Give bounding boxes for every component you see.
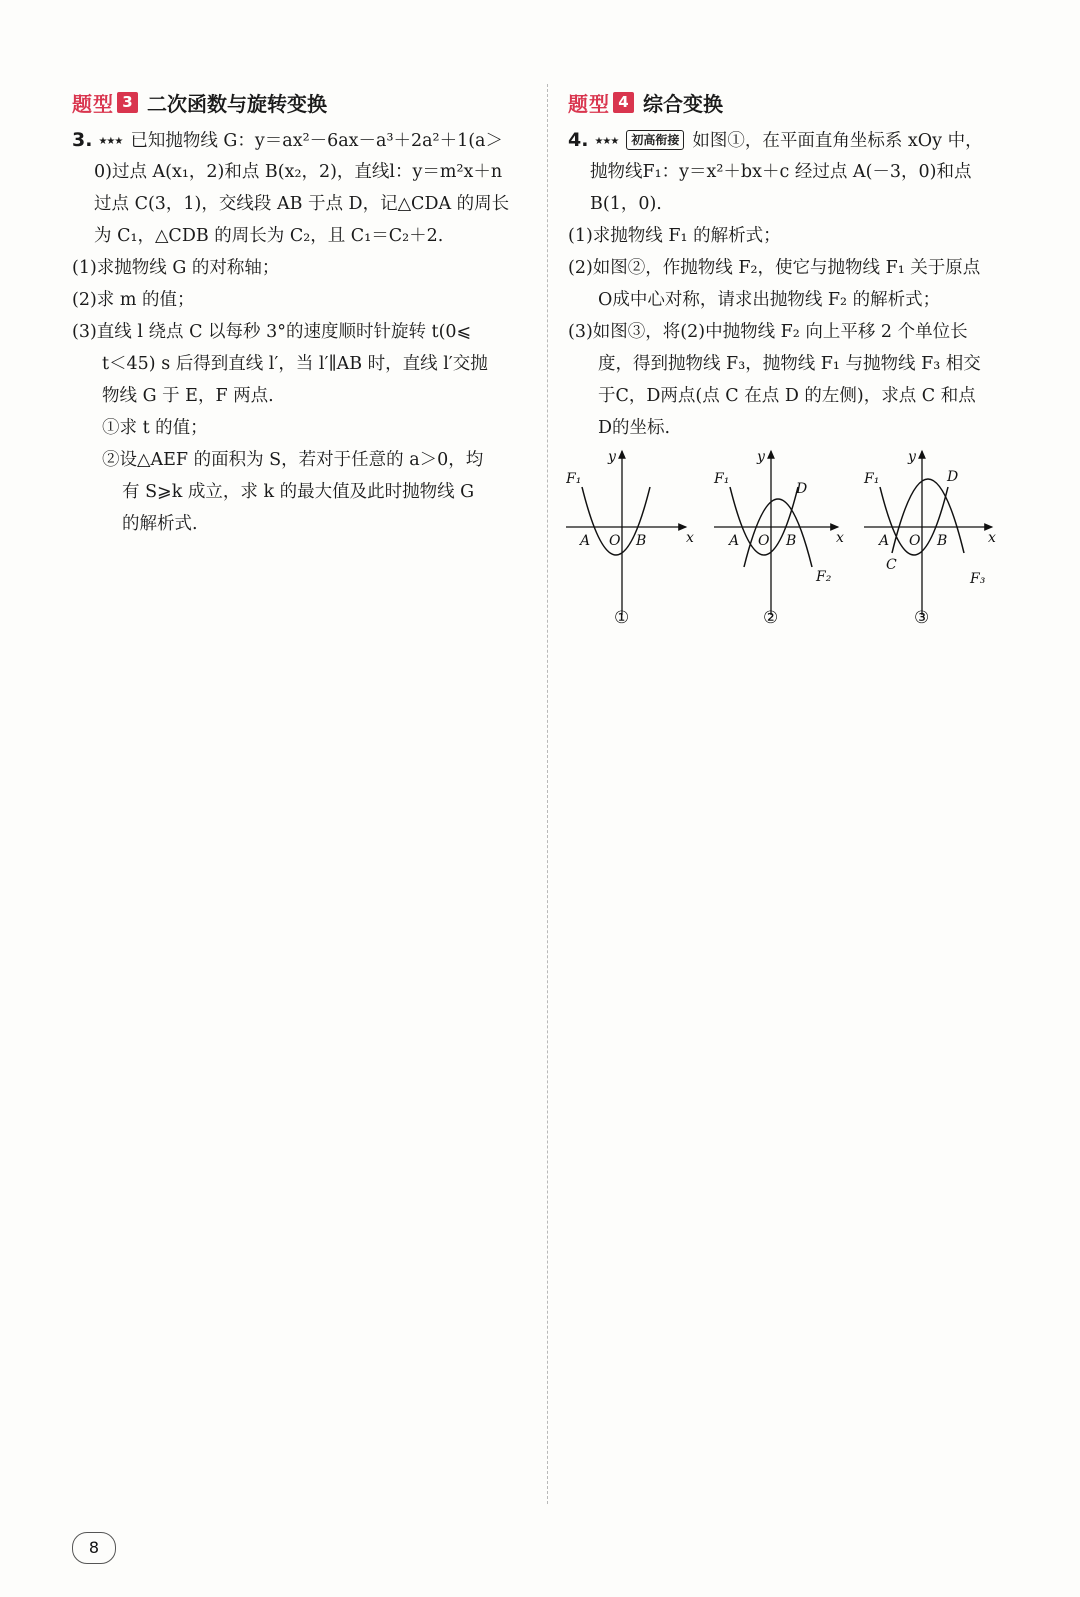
problem-text-line: 度，得到抛物线 F₃，抛物线 F₁ 与抛物线 F₃ 相交 (598, 354, 981, 374)
problem-text-line: 有 S⩾k 成立，求 k 的最大值及此时抛物线 G (122, 482, 475, 502)
origin-label: O (909, 533, 921, 549)
sub-question-3: (3)直线 l 绕点 C 以每秒 3°的速度顺时针旋转 t(0⩽ (72, 322, 472, 342)
left-column (72, 84, 530, 540)
sub-question-3: (3)如图③，将(2)中抛物线 F₂ 向上平移 2 个单位长 (568, 322, 968, 342)
curve-f2-label: F₂ (816, 569, 832, 585)
figure-2 (713, 449, 844, 628)
section-label: 题型 (568, 91, 610, 116)
column-divider (547, 84, 548, 1504)
point-d-label: D (947, 469, 959, 485)
parabola-f3 (892, 479, 964, 553)
right-column (568, 84, 1016, 444)
problem-text-line: D的坐标. (598, 418, 671, 438)
problem-text-line: 抛物线F₁：y＝x²＋bx＋c 经过点 A(－3，0)和点 (590, 162, 972, 182)
section-number-badge: 3 (117, 92, 138, 113)
problem-text-line: 已知抛物线 G：y＝ax²－6ax－a³＋2a²＋1(a＞ (130, 131, 503, 151)
sub-question-3-part-1: ①求 t 的值； (102, 418, 208, 438)
point-b-label: B (636, 533, 647, 549)
difficulty-stars: ★★★ (98, 136, 123, 147)
problem-text-line: 物线 G 于 E，F 两点. (102, 386, 274, 406)
point-a-label: A (879, 533, 890, 549)
curve-f1-label: F₁ (566, 471, 582, 487)
problem-text-line: 为 C₁，△CDB 的周长为 C₂，且 C₁＝C₂＋2. (94, 226, 444, 246)
section-title: 综合变换 (643, 91, 723, 116)
curve-f3-label: F₃ (970, 571, 986, 587)
problem-text-line: 于C，D两点(点 C 在点 D 的左侧)，求点 C 和点 (598, 386, 976, 406)
problem-text-line: 如图①，在平面直角坐标系 xOy 中， (692, 131, 983, 151)
sub-question-2: (2)求 m 的值； (72, 290, 195, 310)
figure-3 (863, 449, 996, 628)
problem-text-line: 的解析式. (122, 514, 198, 534)
parabola-f2 (744, 499, 812, 567)
section-header (72, 84, 530, 120)
topic-tag: 初高衔接 (626, 130, 684, 150)
problem-text-line: t＜45) s 后得到直线 l′，当 l′∥AB 时，直线 l′交抛 (102, 354, 488, 374)
figure-caption: ③ (914, 608, 930, 628)
curve-f1-label: F₁ (864, 471, 880, 487)
figure-caption: ① (614, 608, 630, 628)
sub-question-1: (1)求抛物线 G 的对称轴； (72, 258, 280, 278)
figure-caption: ② (763, 608, 779, 628)
problem-4 (568, 124, 1016, 444)
point-a-label: A (729, 533, 740, 549)
problem-3 (72, 124, 530, 540)
y-axis-label: y (757, 449, 765, 465)
x-axis-label: x (686, 530, 694, 546)
origin-label: O (758, 533, 770, 549)
section-title: 二次函数与旋转变换 (147, 91, 327, 116)
problem-text-line: O成中心对称，请求出抛物线 F₂ 的解析式； (598, 290, 941, 310)
problem-number: 3. (72, 129, 93, 151)
point-c-label: C (886, 557, 897, 573)
section-label: 题型 (72, 91, 114, 116)
problem-number: 4. (568, 129, 589, 151)
origin-label: O (609, 533, 621, 549)
point-b-label: B (786, 533, 797, 549)
section-header (568, 84, 1016, 120)
page-number: 8 (72, 1532, 116, 1564)
sub-question-3-part-2: ②设△AEF 的面积为 S，若对于任意的 a＞0，均 (102, 450, 484, 470)
point-b-label: B (937, 533, 948, 549)
difficulty-stars: ★★★ (594, 136, 619, 147)
point-d-label: D (796, 481, 808, 497)
parabola-figures (566, 445, 1016, 635)
curve-f1-label: F₁ (714, 471, 730, 487)
figure-1 (566, 449, 694, 628)
sub-question-2: (2)如图②，作抛物线 F₂，使它与抛物线 F₁ 关于原点 (568, 258, 981, 278)
x-axis-label: x (836, 530, 844, 546)
point-a-label: A (580, 533, 591, 549)
section-number-badge: 4 (613, 92, 634, 113)
problem-text-line: 0)过点 A(x₁，2)和点 B(x₂，2)，直线l：y＝m²x＋n (94, 162, 503, 182)
y-axis-label: y (608, 449, 616, 465)
y-axis-label: y (908, 449, 916, 465)
x-axis-label: x (988, 530, 996, 546)
sub-question-1: (1)求抛物线 F₁ 的解析式； (568, 226, 781, 246)
problem-text-line: 过点 C(3，1)，交线段 AB 于点 D，记△CDA 的周长 (94, 194, 510, 214)
problem-text-line: B(1，0). (590, 194, 662, 214)
